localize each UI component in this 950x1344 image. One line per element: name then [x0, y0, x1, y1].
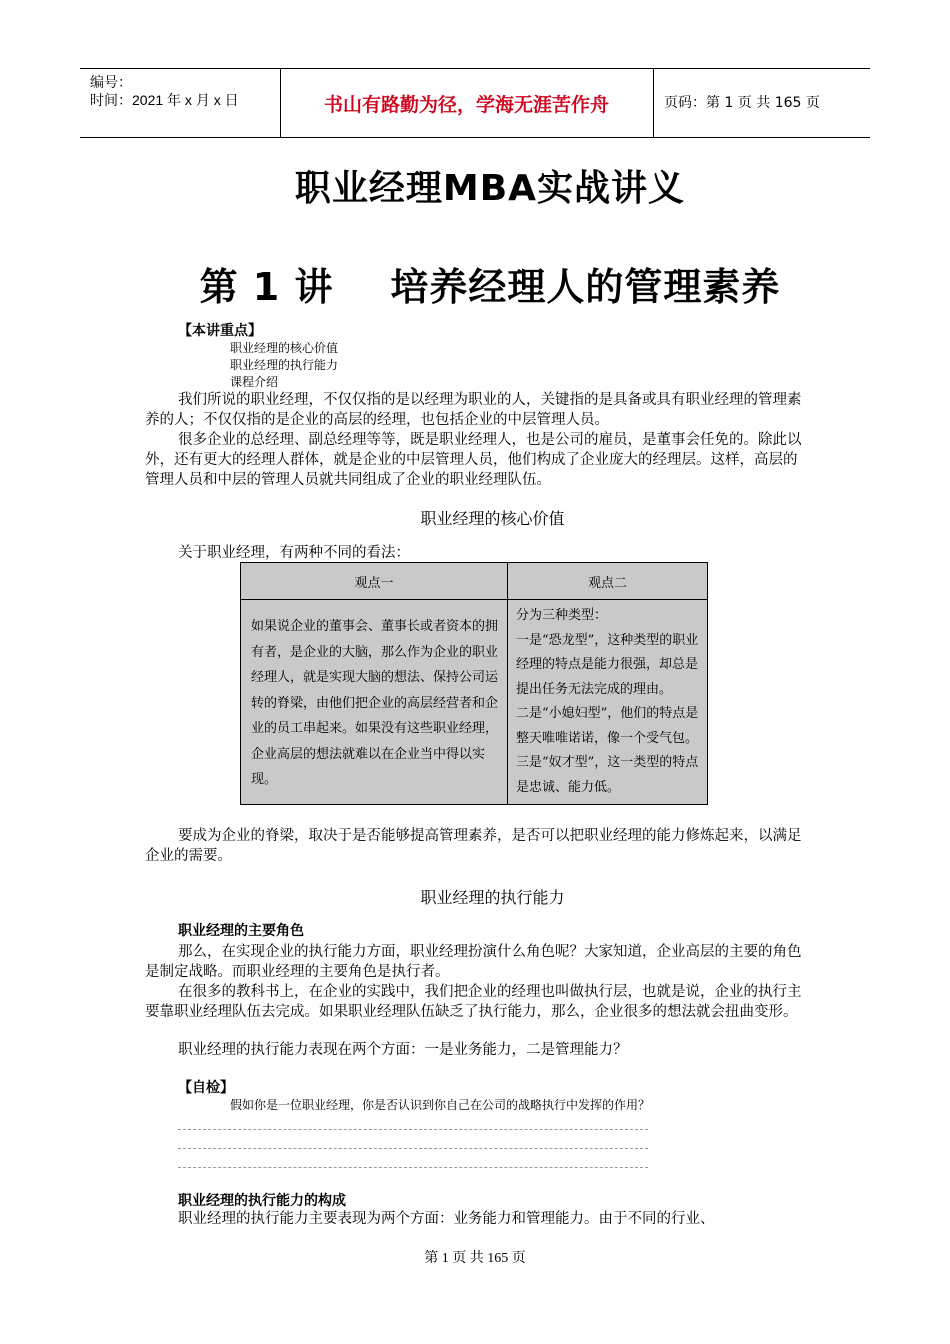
page-footer: 第 1 页 共 165 页	[424, 1251, 526, 1266]
view-two-line: 一是“恐龙型”，这种类型的职业经理的特点是能力很强，却总是提出任务无法完成的理由。	[516, 632, 699, 697]
table-header-view-one: 观点一	[241, 563, 508, 600]
answer-line	[178, 1129, 648, 1130]
role-paragraph: 职业经理的执行能力表现在两个方面：一是业务能力，二是管理能力？	[178, 1042, 628, 1058]
document-title: 职业经理MBA实战讲义	[294, 168, 686, 209]
key-point-item: 职业经理的执行能力	[230, 358, 339, 372]
answer-line	[178, 1148, 648, 1149]
view-two-line: 三是“奴才型”，这一类型的特点是忠诚、能力低。	[516, 755, 699, 795]
key-point-item: 职业经理的核心价值	[230, 341, 339, 355]
table-header-view-two: 观点二	[508, 563, 708, 600]
intro-paragraph: 很多企业的总经理、副总经理等等，既是职业经理人，也是公司的雇员，是董事会任免的。除此以外，还有更大的经理人群体，就是企业的中层管理人员，他们构成了企业庞大的经理层。这样，高层的管理人员和中层的管理人员就共同组成了企业的职业经理队伍。	[145, 432, 802, 488]
section-heading-execution: 职业经理的执行能力	[420, 888, 565, 907]
core-conclusion-paragraph: 要成为企业的脊梁，取决于是否能够提高管理素养，是否可以把职业经理的能力修炼起来，以满足企业的需要。	[145, 828, 802, 864]
table-lead-paragraph: 关于职业经理，有两种不同的看法：	[178, 545, 410, 561]
self-check-label: 【自检】	[178, 1080, 234, 1096]
view-two-cell	[508, 600, 708, 805]
key-points-label: 【本讲重点】	[178, 323, 262, 339]
serial-label: 编号：	[90, 74, 132, 90]
page-header	[80, 68, 870, 138]
header-page-info: 页码：第 1 页 共 165 页	[664, 95, 820, 111]
subheading-main-role: 职业经理的主要角色	[178, 923, 304, 939]
role-paragraph: 在很多的教科书上，在企业的实践中，我们把企业的经理也叫做执行层，也就是说，企业的执行主要靠职业经理队伍去完成。如果职业经理队伍缺乏了执行能力，那么，企业很多的想法就会扭曲变形。	[145, 984, 802, 1020]
subheading-composition: 职业经理的执行能力的构成	[178, 1193, 346, 1209]
section-heading-core-value: 职业经理的核心价值	[420, 509, 565, 528]
self-check-question: 假如你是一位职业经理，你是否认识到你自己在公司的战略执行中发挥的作用？	[230, 1098, 651, 1112]
header-meta	[80, 69, 281, 137]
lecture-title: 第 1 讲 培养经理人的管理素养	[199, 265, 781, 309]
view-two-line: 二是“小媳妇型”，他们的特点是整天唯唯诺诺，像一个受气包。	[516, 706, 699, 746]
view-two-line: 分为三种类型：	[516, 608, 608, 623]
intro-paragraph: 我们所说的职业经理，不仅仅指的是以经理为职业的人，关键指的是具备或具有职业经理的管理素养的人；不仅仅指的是企业的高层的经理，也包括企业的中层管理人员。	[145, 392, 802, 428]
view-one-text: 如果说企业的董事会、董事长或者资本的拥有者，是企业的大脑，那么作为企业的职业经理人，就是实现大脑的想法、保持公司运转的脊梁，由他们把企业的高层经营者和企业的员工串起来。如果没有这些职业经理，企业高层的想法就难以在企业当中得以实现。	[241, 600, 508, 805]
role-paragraph: 那么，在实现企业的执行能力方面，职业经理扮演什么角色呢？大家知道，企业高层的主要的角色是制定战略。而职业经理的主要角色是执行者。	[145, 944, 802, 980]
composition-paragraph: 职业经理的执行能力主要表现为两个方面：业务能力和管理能力。由于不同的行业、	[178, 1211, 715, 1227]
key-point-item: 课程介绍	[230, 375, 279, 389]
header-motto: 书山有路勤为径，学海无涯苦作舟	[280, 69, 654, 137]
answer-line	[178, 1167, 648, 1168]
time-label: 时间：2021 年 x 月 x 日	[90, 92, 239, 108]
viewpoints-table	[240, 562, 708, 805]
